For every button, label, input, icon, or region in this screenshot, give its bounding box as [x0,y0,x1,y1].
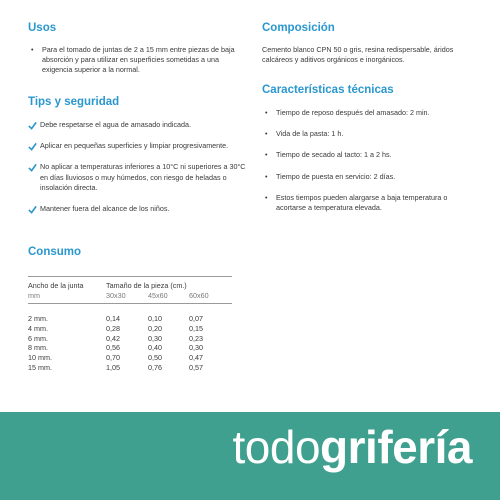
bullet-dot-icon: • [265,192,268,202]
bullet-dot-icon: • [265,150,268,160]
col2-header: Tamaño de la pieza (cm.) [106,281,187,290]
list-item: • Tiempo de secado al tacto: 1 a 2 hs. [265,150,392,160]
table-row: 10 mm. 0,70 0,50 0,47 [28,353,203,363]
size-header: 30x30 [106,291,126,300]
list-item: Mantener fuera del alcance de los niños. [28,204,246,214]
col1-header: Ancho de la junta [28,281,84,290]
brand-text-part1: todo [232,421,321,473]
list-item: • Para el tomado de juntas de 2 a 15 mm entre piezas de baja absorción y para utilizar en superficies sometidas a una exigencia superior a la normal. [31,45,235,75]
list-item: Debe respetarse el agua de amasado indicada. [28,120,246,130]
list-item: No aplicar a temperaturas inferiores a 10°C ni superiores a 30°C en días lluviosos o muy húmedos, con riesgo de heladas o insolación directa. [28,162,246,193]
table-row: 15 mm. 1,05 0,76 0,57 [28,362,203,372]
table-row: 4 mm. 0,28 0,20 0,15 [28,323,203,333]
composicion-text: Cemento blanco CPN 50 o gris, resina redispersable, áridos calcáreos y aditivos orgánicos e inorgánicos. [262,45,454,65]
consumo-table [28,276,232,373]
list-item: • Tiempo de puesta en servicio: 2 días. [265,171,396,181]
tips-section [28,96,246,225]
composicion-title: Composición [262,22,335,34]
caracteristicas-section [262,84,477,213]
caracteristicas-list [262,108,477,213]
check-icon [28,142,37,151]
tips-list [28,120,246,214]
caracteristicas-title: Características técnicas [262,84,394,96]
size-header: 60x60 [189,291,209,300]
bullet-dot-icon: • [265,129,268,139]
bullet-dot-icon: • [265,171,268,181]
composicion-section [262,22,474,65]
check-icon [28,121,37,130]
table-row: 2 mm. 0,14 0,10 0,07 [28,314,203,323]
usos-section [28,22,250,76]
table-header [28,276,232,304]
bullet-dot-icon: • [31,45,34,54]
list-item: • Estos tiempos pueden alargarse a baja temperatura o acortarse a temperatura elevada. [265,192,448,213]
list-item: • Vida de la pasta: 1 h. [265,129,344,139]
size-header: 45x60 [148,291,168,300]
usos-title: Usos [28,22,57,34]
table-row: 6 mm. 0,42 0,30 0,23 [28,333,203,343]
check-icon [28,163,37,172]
consumo-title: Consumo [28,246,82,258]
tips-title: Tips y seguridad [28,96,120,108]
bullet-dot-icon: • [265,108,268,117]
table-row: 8 mm. 0,56 0,40 0,30 [28,343,203,353]
list-item: Aplicar en pequeñas superficies y limpiar progresivamente. [28,141,246,151]
check-icon [28,205,37,214]
col1-unit: mm [28,291,40,300]
usos-list [28,45,250,76]
brand-logo [233,420,472,474]
list-item: • Tiempo de reposo después del amasado: 2 min. [265,108,430,117]
brand-text-part2: grifería [320,421,472,473]
consumo-section [28,246,81,258]
